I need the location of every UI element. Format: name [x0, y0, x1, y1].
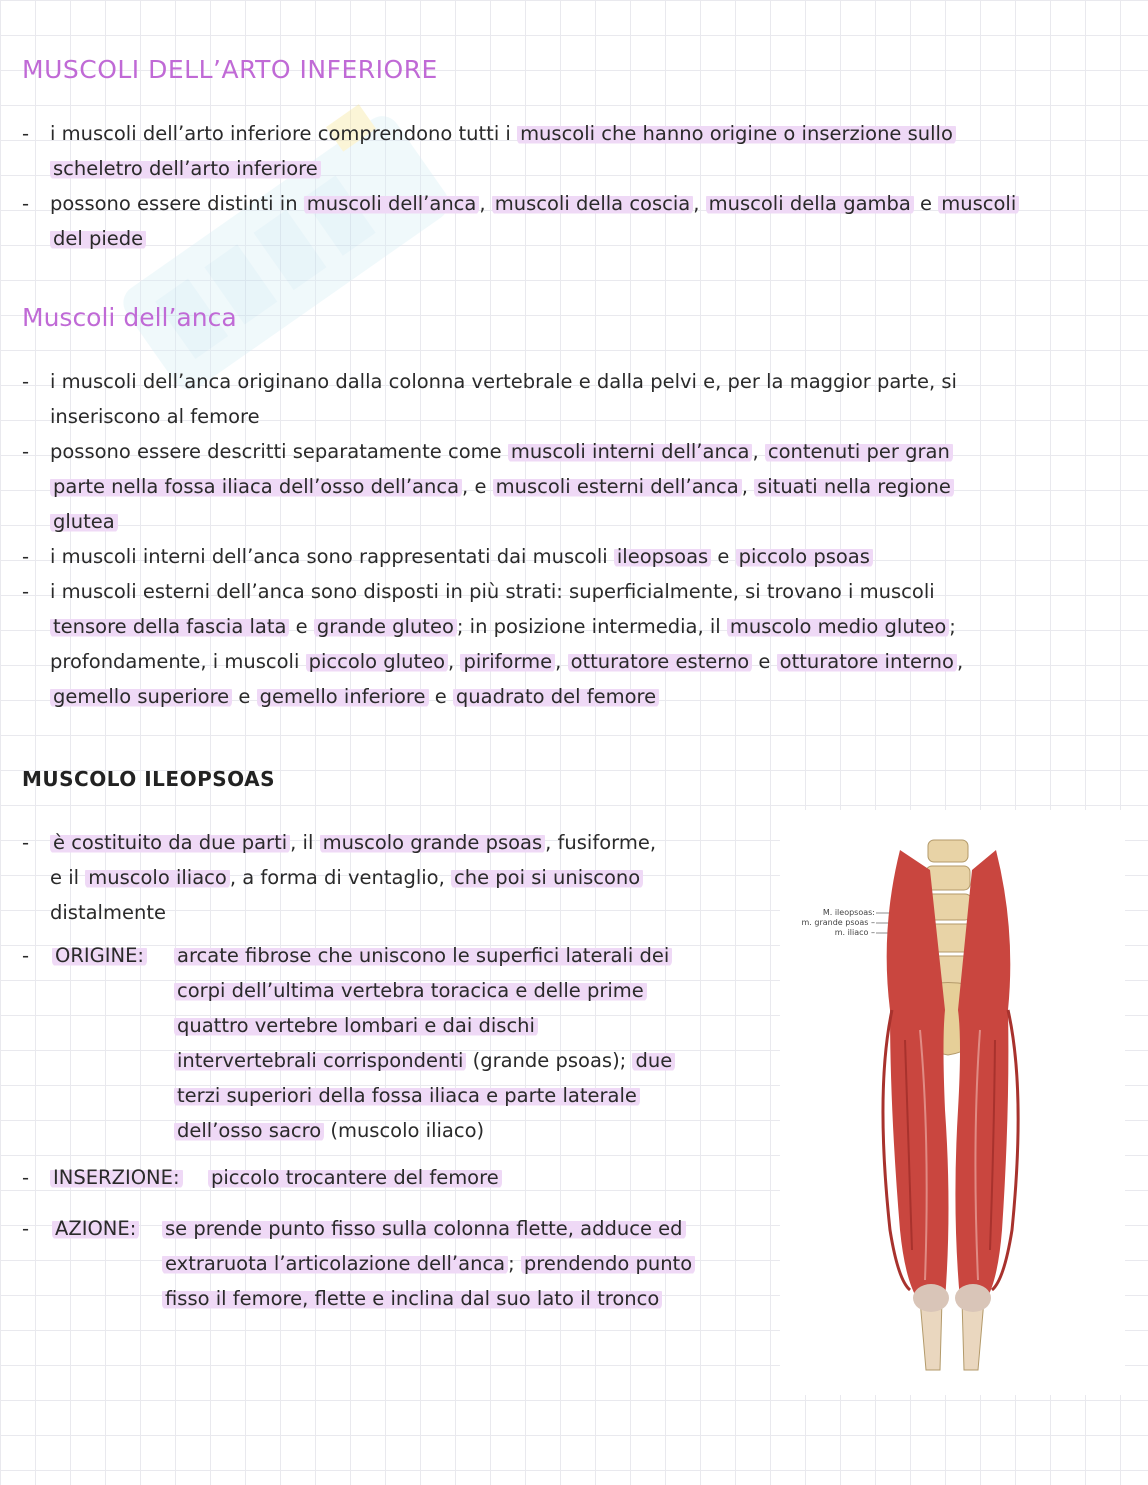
highlight: due	[632, 1049, 675, 1072]
text-span: ,	[693, 192, 706, 215]
list-item	[22, 574, 1132, 714]
text-span: ;	[949, 615, 956, 638]
highlight: fisso il femore, flette e inclina dal suo lato il tronco	[162, 1287, 662, 1310]
text-span: i muscoli esterni dell’anca sono disposti in più strati: superficialmente, si trovano i muscoli	[50, 580, 935, 603]
highlight: corpi dell’ultima vertebra toracica e delle prime	[174, 979, 647, 1002]
highlight: muscoli interni dell’anca	[508, 440, 753, 463]
list-item	[22, 539, 1132, 574]
highlight: muscolo iliaco	[85, 866, 230, 889]
text-span: i muscoli interni dell’anca sono rappresentati dai muscoli	[50, 545, 614, 568]
highlight: arcate fibrose che uniscono le superfici laterali dei	[174, 944, 672, 967]
highlight: muscoli esterni dell’anca	[493, 475, 742, 498]
section-title: MUSCOLO ILEOPSOAS	[22, 767, 275, 791]
highlight: del piede	[50, 227, 146, 250]
highlight: piccolo trocantere del femore	[208, 1166, 502, 1189]
bullet-dash: -	[22, 944, 30, 967]
text-span: ,	[956, 650, 964, 673]
legs-muscle-illustration	[780, 810, 1125, 1395]
anatomy-figure	[780, 810, 1125, 1395]
section-title: Muscoli dell’anca	[22, 303, 237, 332]
bullet-dash: -	[22, 1166, 30, 1189]
highlight: intervertebrali corrispondenti	[174, 1049, 466, 1072]
highlight: gemello superiore	[50, 685, 232, 708]
text-span: e	[711, 545, 736, 568]
text-span: possono essere distinti in	[50, 192, 304, 215]
list-item	[22, 186, 1132, 256]
text-span: i muscoli dell’anca originano dalla colonna vertebrale e dalla pelvi e, per la maggior parte, si	[50, 370, 957, 393]
text-span: ,	[555, 650, 568, 673]
highlight: grande gluteo	[314, 615, 457, 638]
text-span: profondamente, i muscoli	[50, 650, 306, 673]
azione-label: AZIONE:	[52, 1217, 139, 1240]
highlight: che poi si uniscono	[451, 866, 643, 889]
highlight: muscolo medio gluteo	[727, 615, 949, 638]
text-span: (grande psoas);	[466, 1049, 633, 1072]
highlight: piccolo gluteo	[306, 650, 448, 673]
origine-label: ORIGINE:	[52, 944, 147, 967]
highlight: terzi superiori della fossa iliaca e parte laterale	[174, 1084, 640, 1107]
bullet-dash: -	[22, 122, 30, 145]
highlight: quadrato del femore	[453, 685, 659, 708]
text-span: , il	[290, 831, 320, 854]
highlight: prendendo punto	[521, 1252, 695, 1275]
inserzione-block	[22, 1160, 762, 1195]
text-span: inseriscono al femore	[50, 405, 260, 428]
text-span: e	[289, 615, 314, 638]
text-span: ,	[479, 192, 492, 215]
highlight: contenuti per gran	[765, 440, 953, 463]
list-item	[22, 825, 762, 930]
text-span: (muscolo iliaco)	[324, 1119, 485, 1142]
text-span: ;	[508, 1252, 521, 1275]
text-span: e	[752, 650, 777, 673]
text-span: e il	[50, 866, 86, 889]
highlight: muscoli della coscia	[492, 192, 693, 215]
text-span: , fusiforme,	[545, 831, 657, 854]
figure-label: m. grande psoas –	[801, 918, 875, 927]
text-span: ,	[741, 475, 755, 498]
text-span: ; in posizione intermedia, il	[456, 615, 727, 638]
highlight: dell’osso sacro	[174, 1119, 324, 1142]
text-span: , a forma di ventaglio,	[229, 866, 451, 889]
highlight: se prende punto fisso sulla colonna flette, adduce ed	[162, 1217, 686, 1240]
text-span: e	[913, 192, 939, 215]
text-span: e	[232, 685, 257, 708]
list-item	[22, 434, 1132, 539]
highlight: muscolo grande psoas	[320, 831, 546, 854]
text-span: , e	[462, 475, 493, 498]
text-span: distalmente	[50, 901, 166, 924]
inserzione-label: INSERZIONE:	[50, 1166, 183, 1189]
list-item	[22, 116, 1132, 186]
highlight: extraruota l’articolazione dell’anca	[162, 1252, 508, 1275]
highlight: otturatore esterno	[568, 650, 753, 673]
highlight: muscoli dell’anca	[304, 192, 480, 215]
highlight: piriforme	[460, 650, 555, 673]
figure-label: M. ileopsoas:	[822, 908, 875, 917]
text-span: e	[428, 685, 453, 708]
bullet-dash: -	[22, 831, 30, 854]
highlight: parte nella fossa iliaca dell’osso dell’anca	[50, 475, 462, 498]
highlight: piccolo psoas	[736, 545, 873, 568]
bullet-dash: -	[22, 545, 30, 568]
bullet-dash: -	[22, 440, 30, 463]
origine-block	[22, 938, 762, 1148]
highlight: tensore della fascia lata	[50, 615, 289, 638]
text-span: possono essere descritti separatamente come	[50, 440, 508, 463]
text-span: ,	[752, 440, 765, 463]
highlight: scheletro dell’arto inferiore	[50, 157, 321, 180]
highlight: situati nella regione	[754, 475, 954, 498]
list-item	[22, 364, 1132, 434]
highlight: muscoli della gamba	[706, 192, 914, 215]
highlight: muscoli che hanno origine o inserzione sullo	[517, 122, 956, 145]
azione-block	[22, 1211, 762, 1316]
figure-label: m. iliaco –	[834, 928, 875, 937]
bullet-dash: -	[22, 192, 30, 215]
page-title: MUSCOLI DELL’ARTO INFERIORE	[22, 55, 438, 84]
text-span: i muscoli dell’arto inferiore comprendono tutti i	[50, 122, 518, 145]
highlight: glutea	[50, 510, 118, 533]
highlight: muscoli	[938, 192, 1019, 215]
highlight: gemello inferiore	[257, 685, 429, 708]
bullet-dash: -	[22, 580, 30, 603]
text-span: ,	[448, 650, 461, 673]
highlight: otturatore interno	[777, 650, 957, 673]
bullet-dash: -	[22, 370, 30, 393]
highlight: ileopsoas	[614, 545, 711, 568]
highlight: quattro vertebre lombari e dai dischi	[174, 1014, 538, 1037]
highlight: è costituito da due parti	[50, 831, 290, 854]
bullet-dash: -	[22, 1217, 30, 1240]
